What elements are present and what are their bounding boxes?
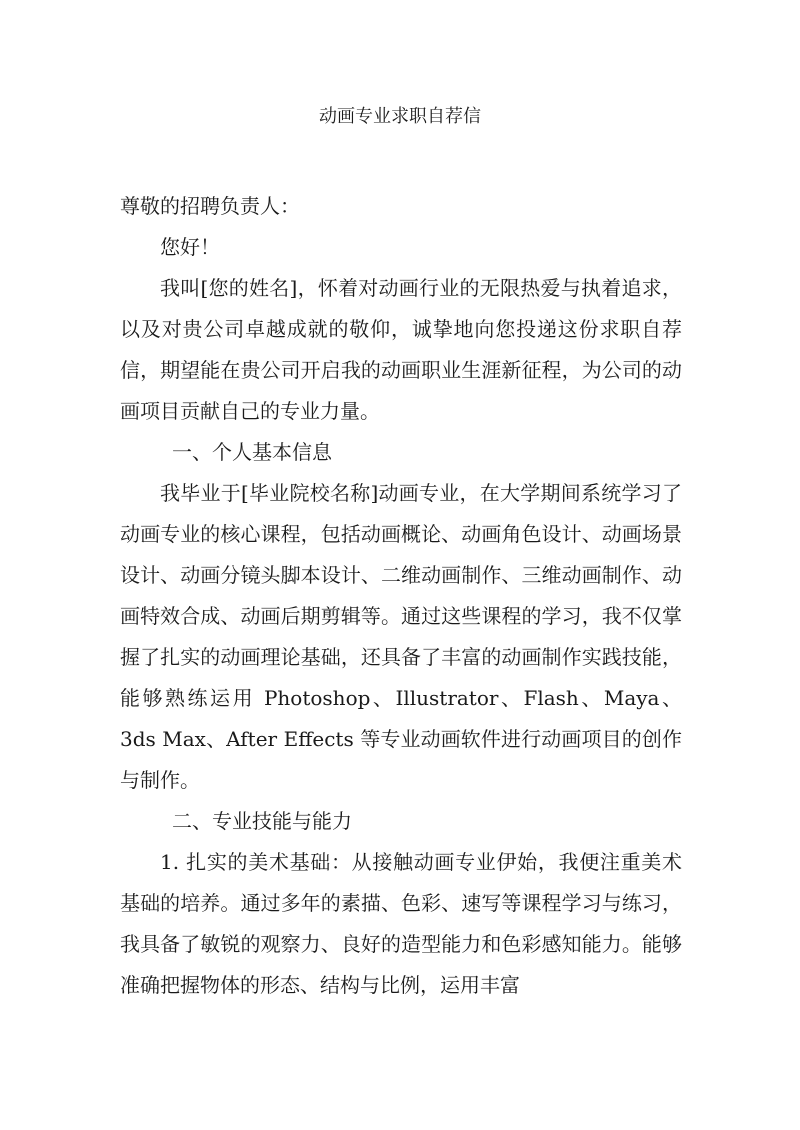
greeting: 您好！ — [160, 235, 220, 259]
intro-paragraph: 我叫[您的姓名]，怀着对动画行业的无限热爱与执着追求，以及对贵公司卓越成就的敬仰，诚挚地向您投递这份求职自荐信，期望能在贵公司开启我的动画职业生涯新征程，为公司的动画项目贡献自己的专业力量。 — [120, 276, 682, 423]
section-heading-basic-info: 一、个人基本信息 — [172, 440, 332, 464]
document-title: 动画专业求职自荐信 — [319, 106, 481, 127]
section-heading-skills: 二、专业技能与能力 — [172, 809, 352, 833]
letter-body — [120, 186, 682, 1006]
basic-info-paragraph: 我毕业于[毕业院校名称]动画专业，在大学期间系统学习了动画专业的核心课程，包括动画概论、动画角色设计、动画场景设计、动画分镜头脚本设计、二维动画制作、三维动画制作、动画特效合成、动画后期剪辑等。通过这些课程的学习，我不仅掌握了扎实的动画理论基础，还具备了丰富的动画制作实践技能，能够熟练运用 Photoshop、Illustrator、Flash、Maya、3ds Max、After Effects 等专业动画软件进行动画项目的创作与制作。 — [120, 481, 682, 792]
salutation: 尊敬的招聘负责人： — [120, 194, 300, 218]
skills-item-1: 1. 扎实的美术基础：从接触动画专业伊始，我便注重美术基础的培养。通过多年的素描、色彩、速写等课程学习与练习，我具备了敏锐的观察力、良好的造型能力和色彩感知能力。能够准确把握物体的形态、结构与比例，运用丰富 — [120, 850, 682, 997]
